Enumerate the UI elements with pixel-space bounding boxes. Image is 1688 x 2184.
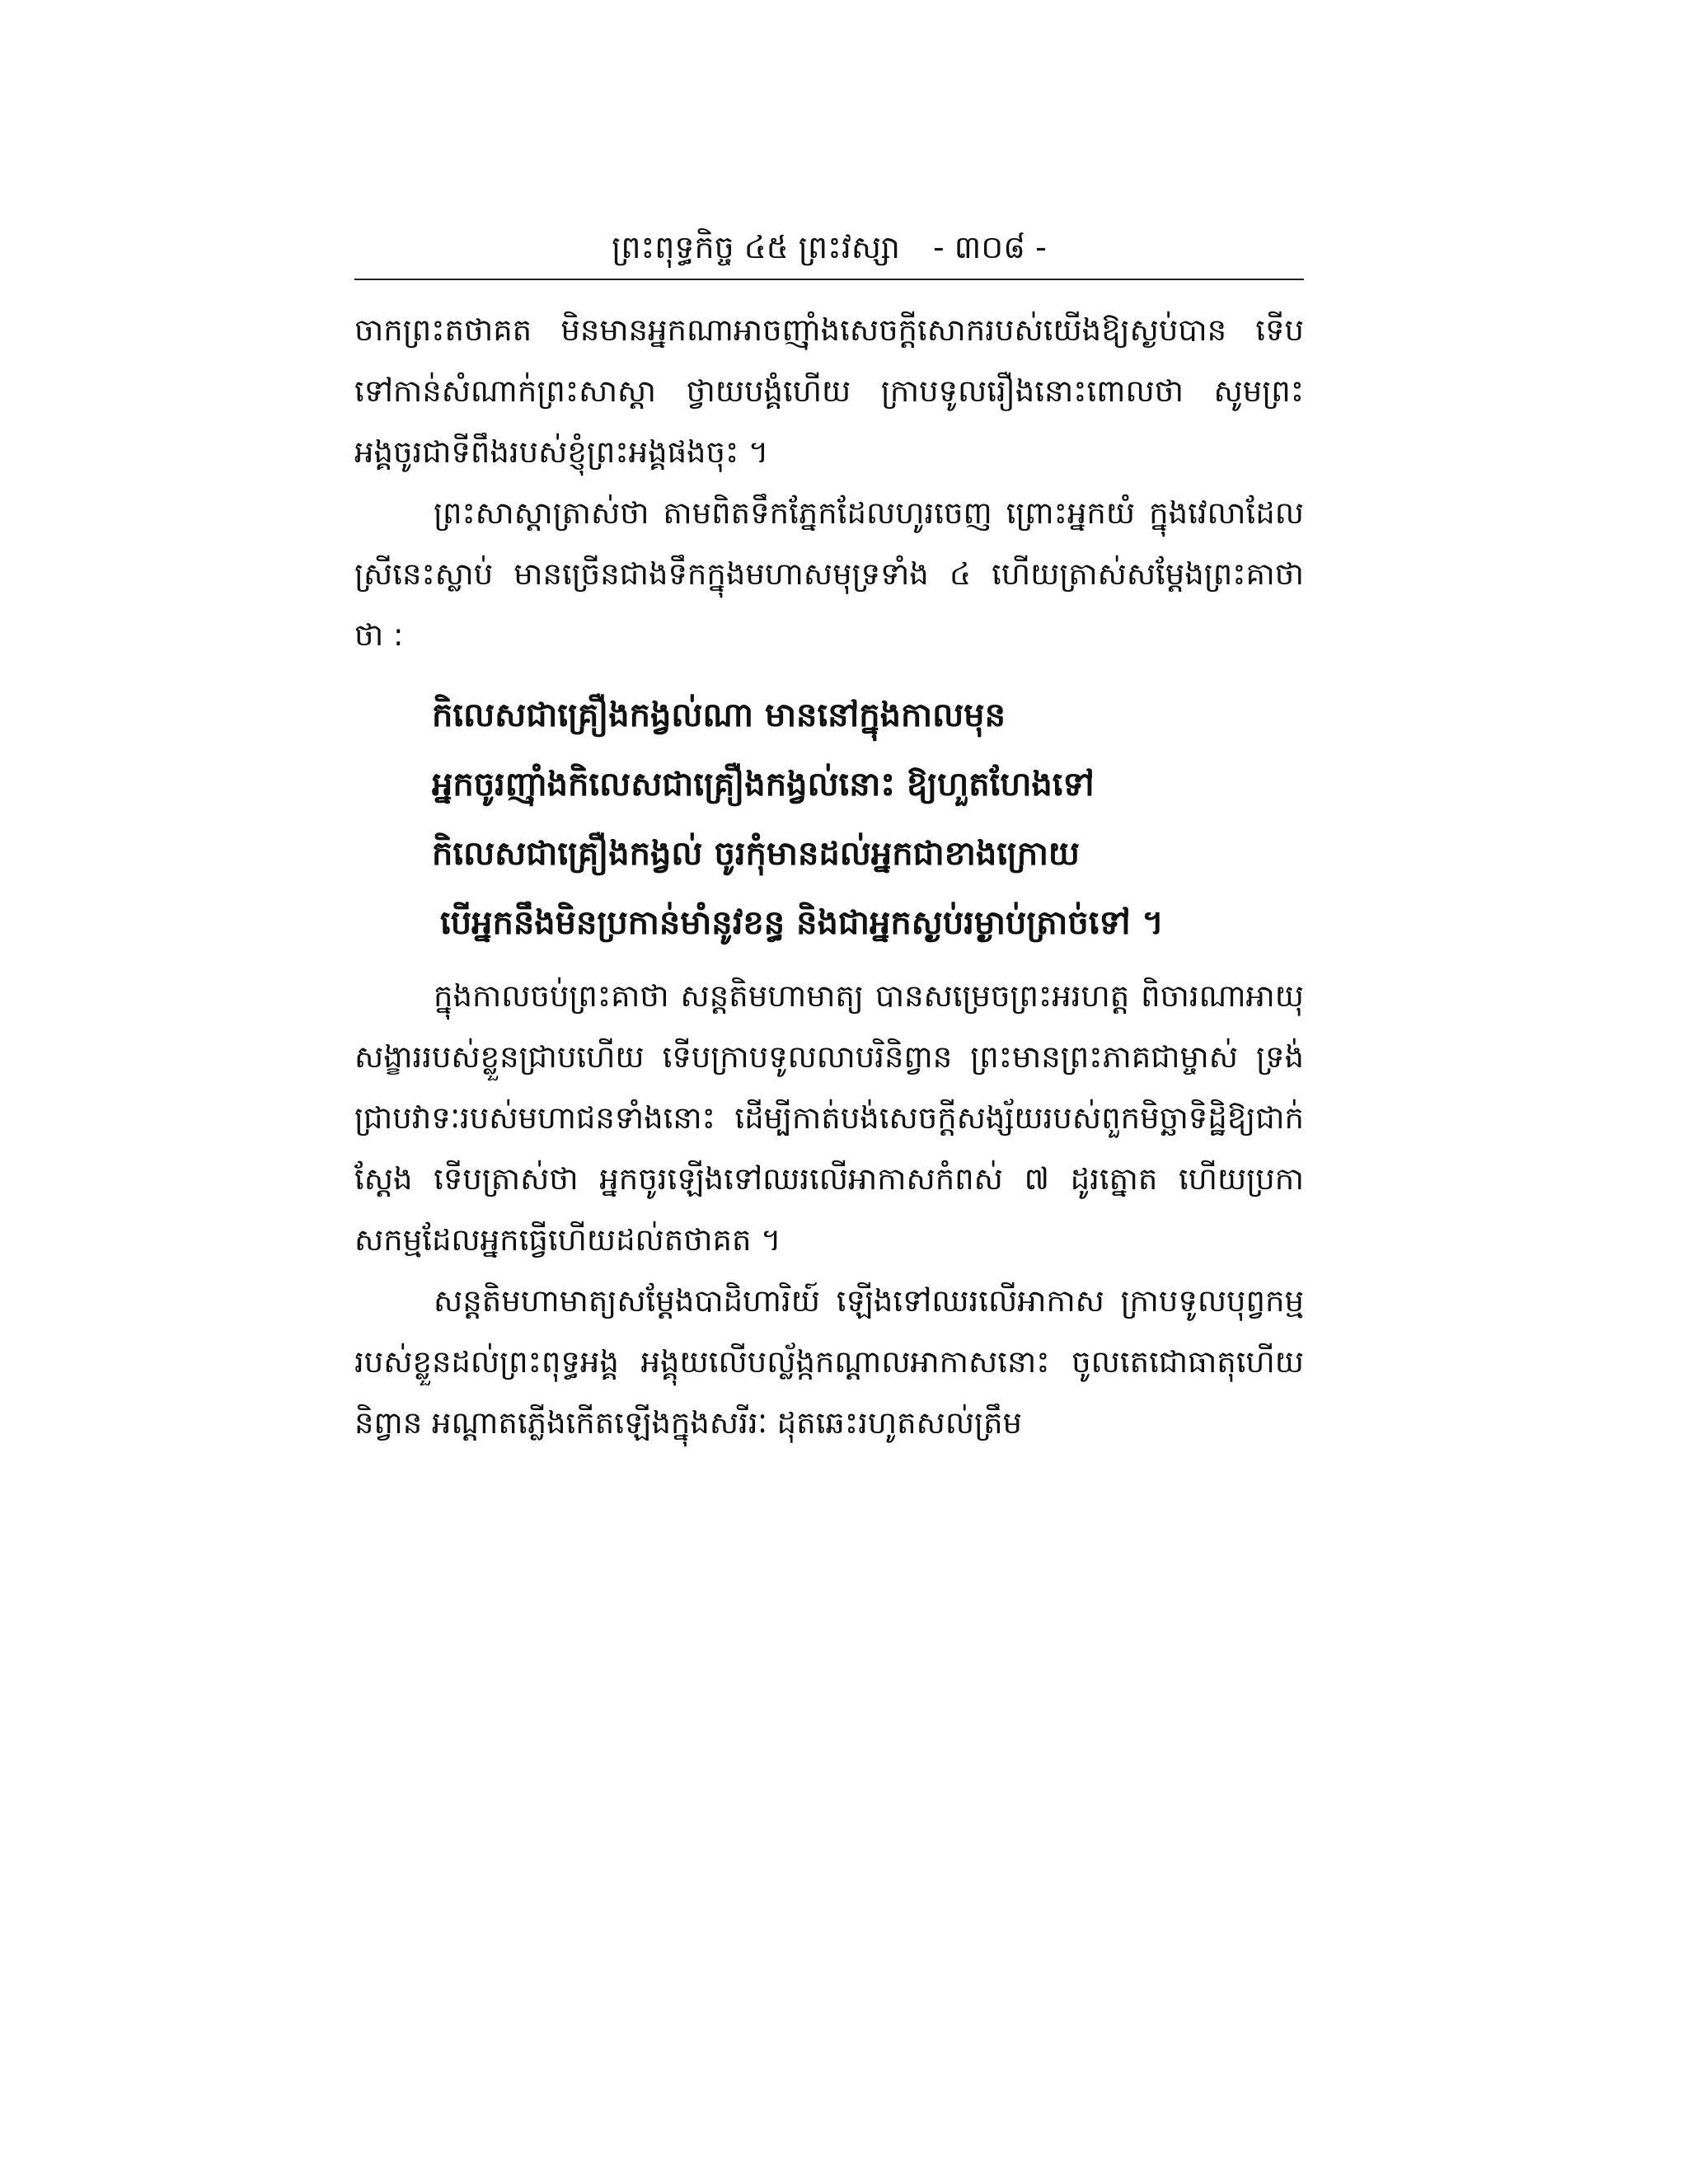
paragraph-nibbana: សន្ដតិមហាមាត្យសម្ដែងបាដិហារិយ៍ ឡើងទៅឈរលើអាកាស ក្រាបទូលបុព្វកម្មរបស់ខ្លួនដល់ព្រះពុទ្ធអង្គ អង្គុយលើបល្ល័ង្កកណ្ដាលអាកាសនោះ ចូលតេជោធាតុហើយនិព្វាន អណ្ដាតភ្លើងកើតឡើងក្នុងសរីរៈ ដុតឆេះរហូតសល់ត្រឹម (354, 1283, 1304, 1441)
header-divider (354, 279, 1304, 280)
paragraph-continued: ចាកព្រះតថាគត មិនមានអ្នកណាអាចញ៉ាំងសេចក្ដីសោករបស់យើងឱ្យស្ងប់បាន ទើបទៅកាន់សំណាក់ព្រះសាស្ដា ថ្វាយបង្គំហើយ ក្រាបទូលរឿងនោះពោលថា សូមព្រះអង្គចូរជាទីពឹងរបស់ខ្ញុំព្រះអង្គផងចុះ ។ (354, 312, 1304, 470)
document-page (354, 223, 1304, 1454)
book-title: ព្រះពុទ្ធកិច្ច ៤៥ ព្រះវស្សា (612, 229, 900, 265)
verse-line: កិលេសជាគ្រឿងកង្វល់ ចូរកុំមានដល់អ្នកជាខាងក្រោយ (432, 835, 1080, 873)
verse-line: បើអ្នកនឹងមិនប្រកាន់មាំនូវខន្ធ និងជាអ្នកស្ងប់រម្ងាប់ត្រាច់ទៅ ។ (440, 904, 1164, 942)
verse-line: អ្នកចូរញ៉ាំងកិលេសជាគ្រឿងកង្វល់នោះ ឱ្យហួតហែងទៅ (432, 766, 1095, 804)
running-header (354, 223, 1304, 272)
paragraph-teacher-speech: ព្រះសាស្ដាត្រាស់ថា តាមពិតទឹកភ្នែកដែលហូរចេញ ព្រោះអ្នកយំ ក្នុងវេលាដែលស្រីនេះស្លាប់ មានច្រើនជាងទឹកក្នុងមហាសមុទ្រទាំង ៤ ហើយត្រាស់សម្ដែងព្រះគាថា ថា : (354, 495, 1304, 653)
paragraph-arahantship: ក្នុងកាលចប់ព្រះគាថា សន្ដតិមហាមាត្យ បានសម្រេចព្រះអរហត្ត ពិចារណាអាយុសង្ខាររបស់ខ្លួនជ្រាបហើយ ទើបក្រាបទូលលាបរិនិព្វាន ព្រះមានព្រះភាគជាម្ចាស់ ទ្រង់ជ្រាបវាទៈរបស់មហាជនទាំងនោះ ដើម្បីកាត់បង់សេចក្ដីសង្ស័យរបស់ពួកមិច្ឆាទិដ្ឋិឱ្យជាក់ស្ដែង ទើបត្រាស់ថា អ្នកចូរឡើងទៅឈរលើអាកាសកំពស់ ៧ ដូរត្នោត ហើយប្រកាសកម្មដែលអ្នកធ្វើហើយដល់តថាគត ។ (354, 978, 1304, 1258)
verse-line: កិលេសជាគ្រឿងកង្វល់ណា មាននៅក្នុងកាលមុន (432, 696, 1006, 734)
page-number: - ៣០៨ - (933, 229, 1047, 265)
verse-stanza (354, 681, 1304, 958)
page-body (354, 300, 1304, 1454)
